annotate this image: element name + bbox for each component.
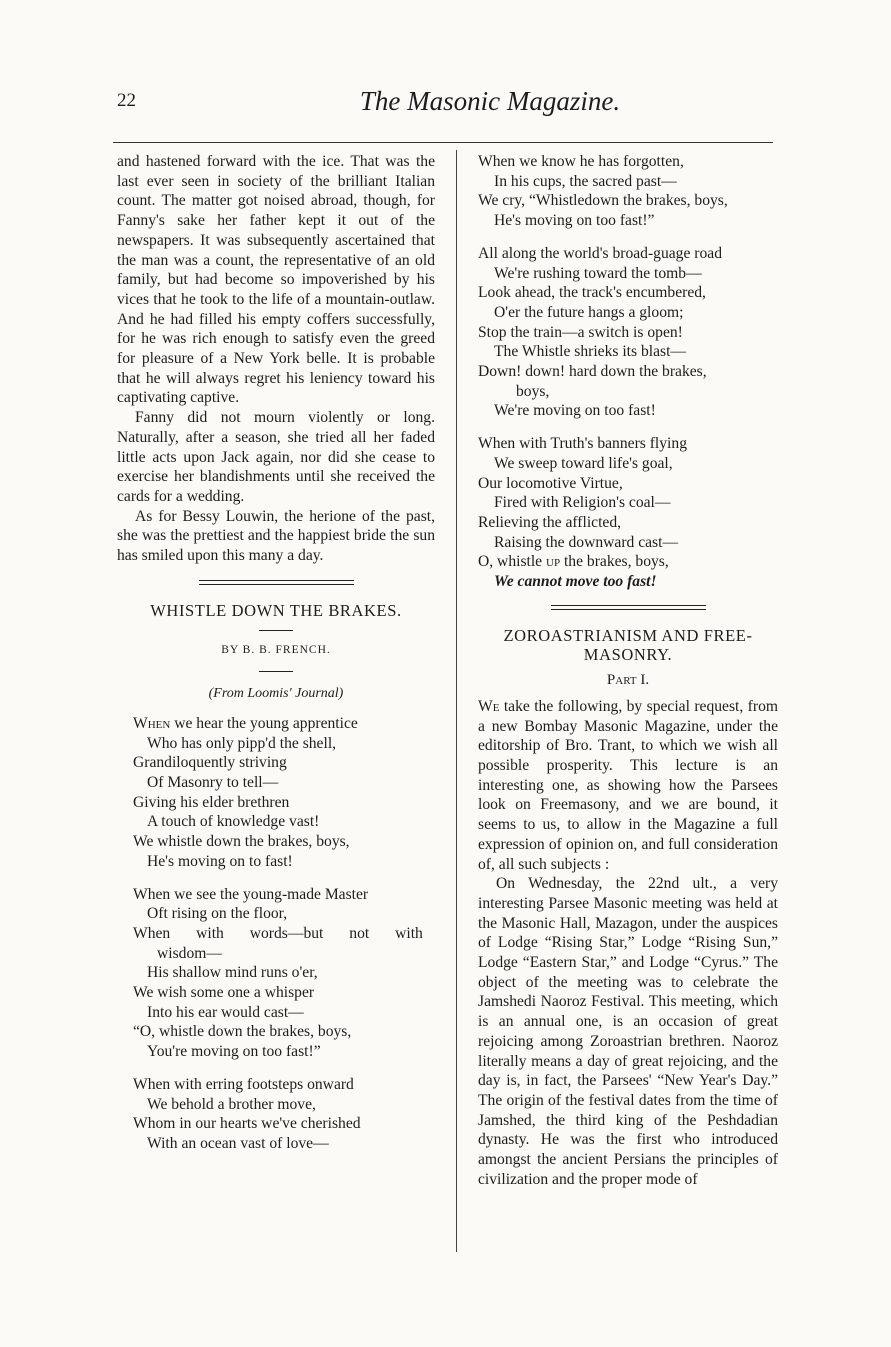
running-title: The Masonic Magazine. [359, 86, 621, 116]
poem-line: Down! down! hard down the brakes, [478, 363, 707, 381]
section-divider [199, 580, 354, 585]
poem-line: The Whistle shrieks its blast— [494, 343, 687, 361]
poem-line: All along the world's broad-guage road [478, 244, 723, 262]
poem-title: WHISTLE DOWN THE BRAKES. [150, 600, 402, 620]
poem-stanza [478, 244, 778, 421]
poem-source: (From Loomis' Journal) [208, 686, 344, 702]
poem-line: We behold a brother move, [147, 1095, 316, 1113]
poem-stanza [117, 1075, 435, 1154]
poem-line: Oft rising on the floor, [147, 905, 288, 923]
poem-line: A touch of knowledge vast! [147, 813, 320, 831]
section-divider [551, 605, 706, 610]
right-column [478, 152, 778, 1189]
poem-line: “O, whistle down the brakes, boys, [133, 1023, 352, 1041]
poem-line: O'er the future hangs a gloom; [494, 303, 684, 321]
small-caps-word: up [546, 553, 561, 571]
poem-stanza [478, 152, 778, 231]
poem-line: When we know he has forgotten, [478, 153, 684, 170]
poem-line: We're rushing toward the tomb— [494, 264, 702, 282]
header-rule [113, 142, 773, 143]
poem-line: boys, [516, 382, 550, 400]
poem-line: We cannot move too fast! [494, 573, 657, 591]
poem-line: Of Masonry to tell— [147, 773, 279, 791]
poem-line: We sweep toward life's goal, [494, 454, 673, 472]
poem-line: When with Truth's banners flying [478, 435, 687, 453]
left-column [117, 152, 435, 1167]
story-paragraph: Fanny did not mourn violently or long. Naturally, after a season, she tried all her faded little acts upon Jack again, nor did she cease to exercise her blandishments until she received the cards for a wedding. [117, 409, 435, 505]
story-paragraph: and hastened forward with the ice. That was the last ever seen in society of the brilliant Italian count. The matter got noised abroad, though, for Fanny's sake her father kept it out of the newspapers. It was subsequently ascertained that the man was a count, the representative of an old family, but had become so impoverished by his vices that he took to the life of a mountain-outlaw. And he had filled his empty coffers successfully, for he was rich enough to satisfy even the greed for pleasure of a New York belle. It is probable that he will always regret his leniency toward his captivating captive. [117, 153, 435, 407]
article-paragraph: On Wednesday, the 22nd ult., a very interesting Parsee Masonic meeting was held at the Masonic Hall, Mazagon, under the auspices of Lodge “Rising Star,” Lodge “Rising Sun,” Lodge “Eastern Star,” and Lodge “Cyrus.” The object of the meeting was to celebrate the Jamshedi Naoroz Festival. This meeting, which is an annual one, is an occasion of great rejoicing among Zoroastrian brethren. Naoroz literally means a day of great rejoicing, and the day is, in fact, the Parsees' “New Year's Day.” The origin of the festival dates from the time of Jamshed, the third king of the Peshdadian dynasty. He was the first who introduced amongst the ancient Persians the principles of civilization and the proper mode of [478, 875, 778, 1188]
page-header [0, 88, 891, 128]
poem-line: wisdom— [157, 944, 222, 962]
article-title: ZOROASTRIANISM AND FREE- MASONRY. [503, 625, 753, 665]
poem-line: We wish some one a whisper [133, 984, 315, 1002]
poem-line: Raising the downward cast— [494, 533, 679, 551]
poem-line: Giving his elder brethren [133, 793, 290, 811]
article-paragraph: We take the following, by special request, from a new Bombay Masonic Magazine, under the editorship of Bro. Trant, to which we wish all possible prosperity. This lecture is an interesting one, as showing how the Parsees look on Freemasony, and we are bound, it seems to us, to allow in the Magazine a full expression of opinion on, and full consideration of, all such subjects : [478, 697, 778, 873]
poem-stanza [117, 714, 435, 872]
poem-line: Relieving the afflicted, [478, 513, 622, 531]
poem-line: We whistle down the brakes, boys, [133, 833, 350, 851]
poem-line: His shallow mind runs o'er, [147, 964, 318, 982]
poem-line: Stop the train—a switch is open! [478, 323, 683, 341]
poem-line: He's moving on to fast! [147, 852, 293, 870]
poem-line: Our locomotive Virtue, [478, 474, 623, 492]
drop-word: When [133, 714, 171, 732]
poem-line: In his cups, the sacred past— [494, 172, 677, 190]
poem-stanza [478, 434, 778, 592]
poem-line: We cry, “Whistledown the brakes, boys, [478, 192, 728, 210]
short-rule [259, 630, 293, 631]
poem-line: With an ocean vast of love— [147, 1134, 329, 1152]
poem-line: We're moving on too fast! [494, 402, 656, 420]
poem-line: You're moving on too fast!” [147, 1043, 321, 1061]
poem-line: Who has only pipp'd the shell, [147, 734, 337, 752]
poem-line: When we hear the young apprentice [133, 714, 358, 732]
part-heading: Part I. [606, 672, 650, 689]
poem-line: Fired with Religion's coal— [494, 494, 671, 512]
column-divider [456, 150, 457, 1252]
short-rule [259, 671, 293, 672]
poem-line: He's moving on too fast!” [494, 212, 655, 230]
poem-stanza [117, 885, 435, 1062]
drop-word: We [478, 697, 500, 715]
poem-line: When with erring footsteps onward [133, 1075, 354, 1093]
story-paragraph: As for Bessy Louwin, the herione of the past, she was the prettiest and the happiest bride the sun has smiled upon this many a day. [117, 507, 435, 565]
poem-line: Into his ear would cast— [147, 1003, 304, 1021]
poem-line: O, whistle up the brakes, boys, [478, 553, 669, 571]
poem-byline: BY B. B. FRENCH. [221, 644, 331, 657]
poem-line: Look ahead, the track's encumbered, [478, 284, 706, 302]
poem-line: When with words—but not with [133, 924, 423, 942]
page-number: 22 [117, 90, 136, 111]
poem-line: When we see the young-made Master [133, 885, 369, 903]
poem-line: Grandiloquently striving [133, 754, 287, 772]
poem-line: Whom in our hearts we've cherished [133, 1115, 361, 1133]
